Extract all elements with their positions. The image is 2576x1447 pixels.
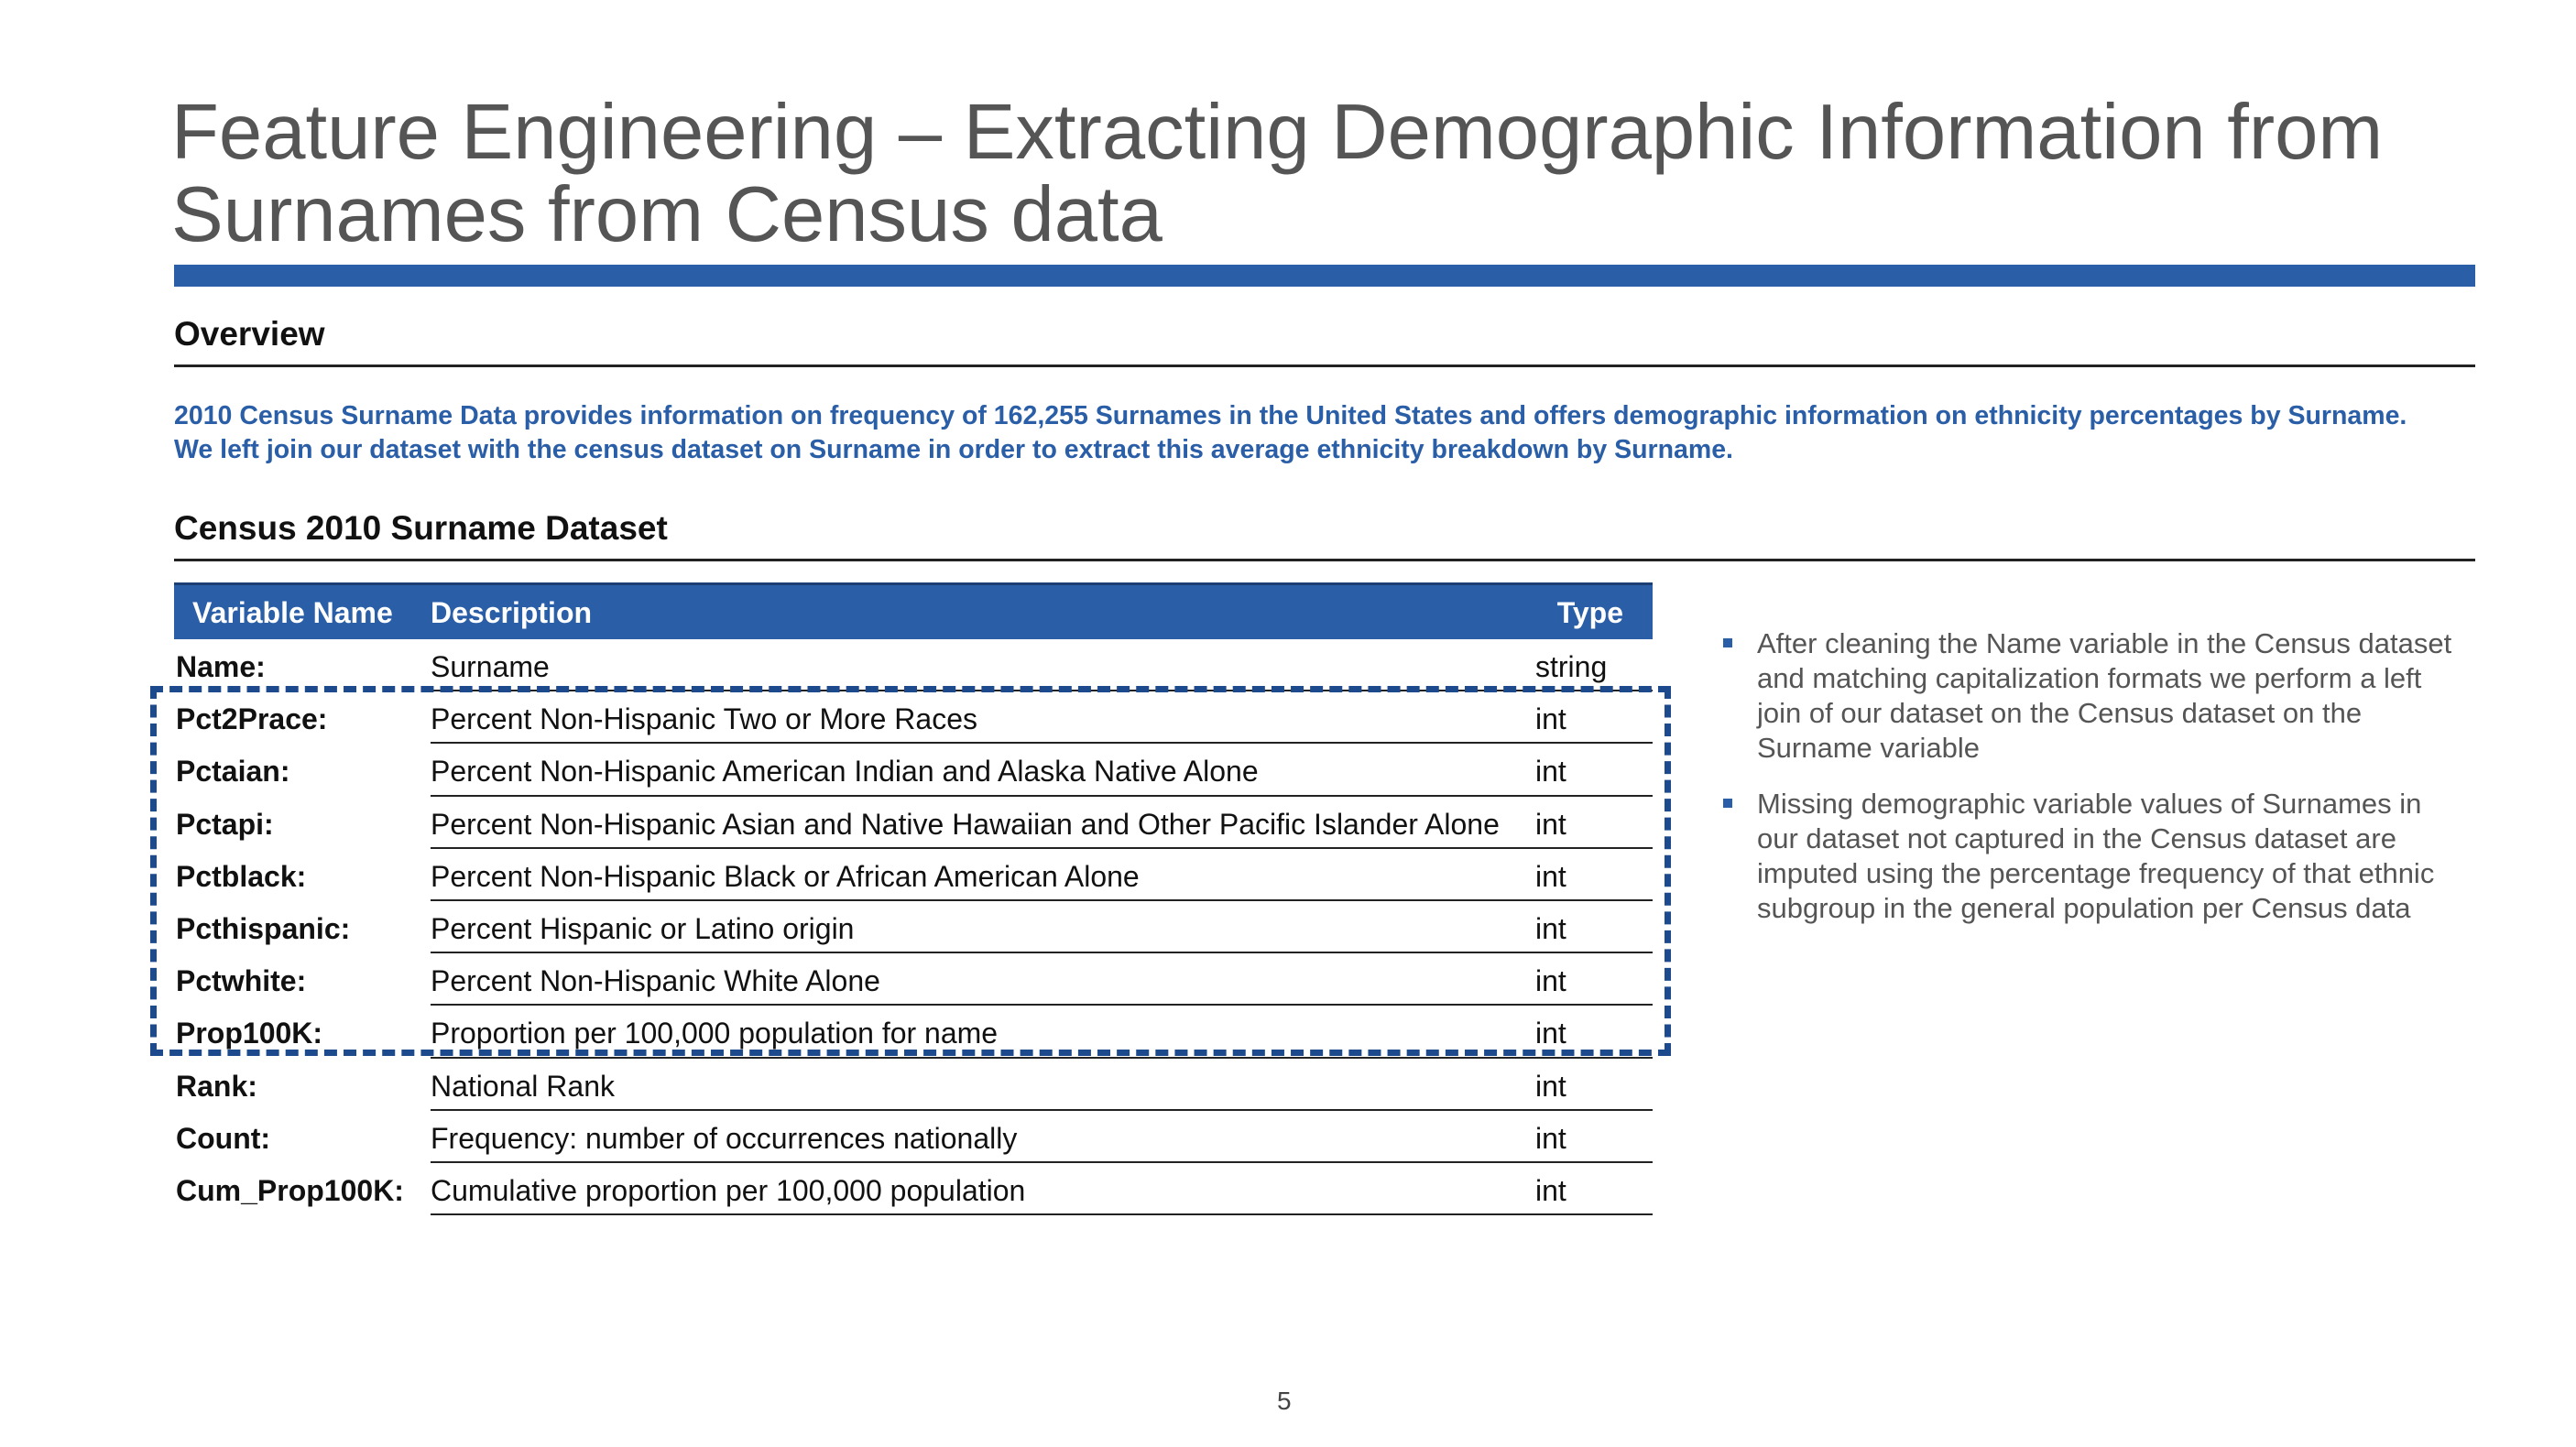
variable-type: int — [1535, 755, 1566, 789]
table-row — [174, 639, 1653, 691]
dataset-heading: Census 2010 Surname Dataset — [174, 509, 668, 547]
variable-name: Prop100K: — [176, 1017, 323, 1050]
variable-type: int — [1535, 1017, 1566, 1050]
square-bullet-icon — [1723, 638, 1732, 647]
table-row — [174, 1006, 1653, 1058]
table-row — [174, 849, 1653, 901]
variable-type: int — [1535, 702, 1566, 736]
variable-type: int — [1535, 964, 1566, 998]
overview-text: 2010 Census Surname Data provides information on frequency of 162,255 Surnames in the United States and offers demographic information on ethnicity percentages by Surname. We left join our dataset with the census dataset on Surname in order to extract this average ethnicity breakdown by Surname. — [174, 401, 2407, 464]
table-row — [174, 1111, 1653, 1163]
variable-name: Name: — [176, 650, 266, 683]
overview-divider — [174, 364, 2475, 367]
variable-type: int — [1535, 1069, 1566, 1103]
variable-name: Pctaian: — [176, 755, 290, 789]
variable-description: Frequency: number of occurrences nationally — [431, 1121, 1018, 1155]
variable-type: int — [1535, 911, 1566, 945]
row-divider — [431, 1213, 1653, 1215]
variable-description: Percent Non-Hispanic American Indian and Alaska Native Alone — [431, 755, 1259, 789]
variable-name: Rank: — [176, 1069, 257, 1103]
overview-heading: Overview — [174, 315, 325, 353]
dataset-divider — [174, 559, 2475, 561]
table-row — [174, 797, 1653, 849]
variable-name: Pcthispanic: — [176, 911, 351, 945]
column-header-type: Type — [1556, 596, 1623, 629]
column-header-description: Description — [431, 596, 593, 629]
table-row — [174, 1163, 1653, 1215]
table-row — [174, 1059, 1653, 1111]
note-item — [1720, 787, 2462, 926]
note-item — [1720, 626, 2462, 766]
note-text: After cleaning the Name variable in the Census dataset and matching capitalization formats we perform a left join of our dataset on the Census dataset on the Surname variable — [1757, 627, 2452, 764]
variable-type: int — [1535, 1121, 1566, 1155]
table-row — [174, 744, 1653, 796]
table-row — [174, 953, 1653, 1006]
square-bullet-icon — [1723, 799, 1732, 808]
variable-name: Count: — [176, 1121, 271, 1155]
variable-name: Pctblack: — [176, 859, 307, 893]
page-number: 5 — [1277, 1387, 1292, 1415]
variable-description: National Rank — [431, 1069, 615, 1103]
note-text: Missing demographic variable values of Surnames in our dataset not captured in the Census dataset are imputed using the percentage frequency of that ethnic subgroup in the general population per Census data — [1757, 788, 2435, 924]
variable-name: Cum_Prop100K: — [176, 1173, 404, 1207]
variable-name: Pct2Prace: — [176, 702, 328, 736]
slide-title: Feature Engineering – Extracting Demographic Information from Surnames from Census data — [171, 89, 2384, 258]
variable-type: int — [1535, 859, 1566, 893]
column-header-variable-name: Variable Name — [192, 596, 393, 629]
variable-description: Percent Non-Hispanic Asian and Native Hawaiian and Other Pacific Islander Alone — [431, 807, 1500, 841]
variable-type: int — [1535, 1173, 1566, 1207]
variable-name: Pctwhite: — [176, 964, 307, 998]
variable-description: Percent Hispanic or Latino origin — [431, 911, 855, 945]
title-accent-bar — [174, 265, 2475, 287]
table-row — [174, 691, 1653, 744]
notes-list — [1720, 626, 2462, 947]
table-row — [174, 901, 1653, 953]
variable-description: Cumulative proportion per 100,000 population — [431, 1173, 1026, 1207]
variable-type: int — [1535, 807, 1566, 841]
variable-name: Pctapi: — [176, 807, 274, 841]
table-header — [174, 582, 1653, 639]
variable-type: string — [1535, 650, 1608, 683]
census-variable-table — [174, 582, 1653, 1215]
table-body — [174, 639, 1653, 1215]
variable-description: Proportion per 100,000 population for name — [431, 1017, 999, 1050]
variable-description: Percent Non-Hispanic Black or African American Alone — [431, 859, 1140, 893]
variable-description: Surname — [431, 650, 550, 683]
variable-description: Percent Non-Hispanic White Alone — [431, 964, 880, 998]
variable-description: Percent Non-Hispanic Two or More Races — [431, 702, 977, 736]
